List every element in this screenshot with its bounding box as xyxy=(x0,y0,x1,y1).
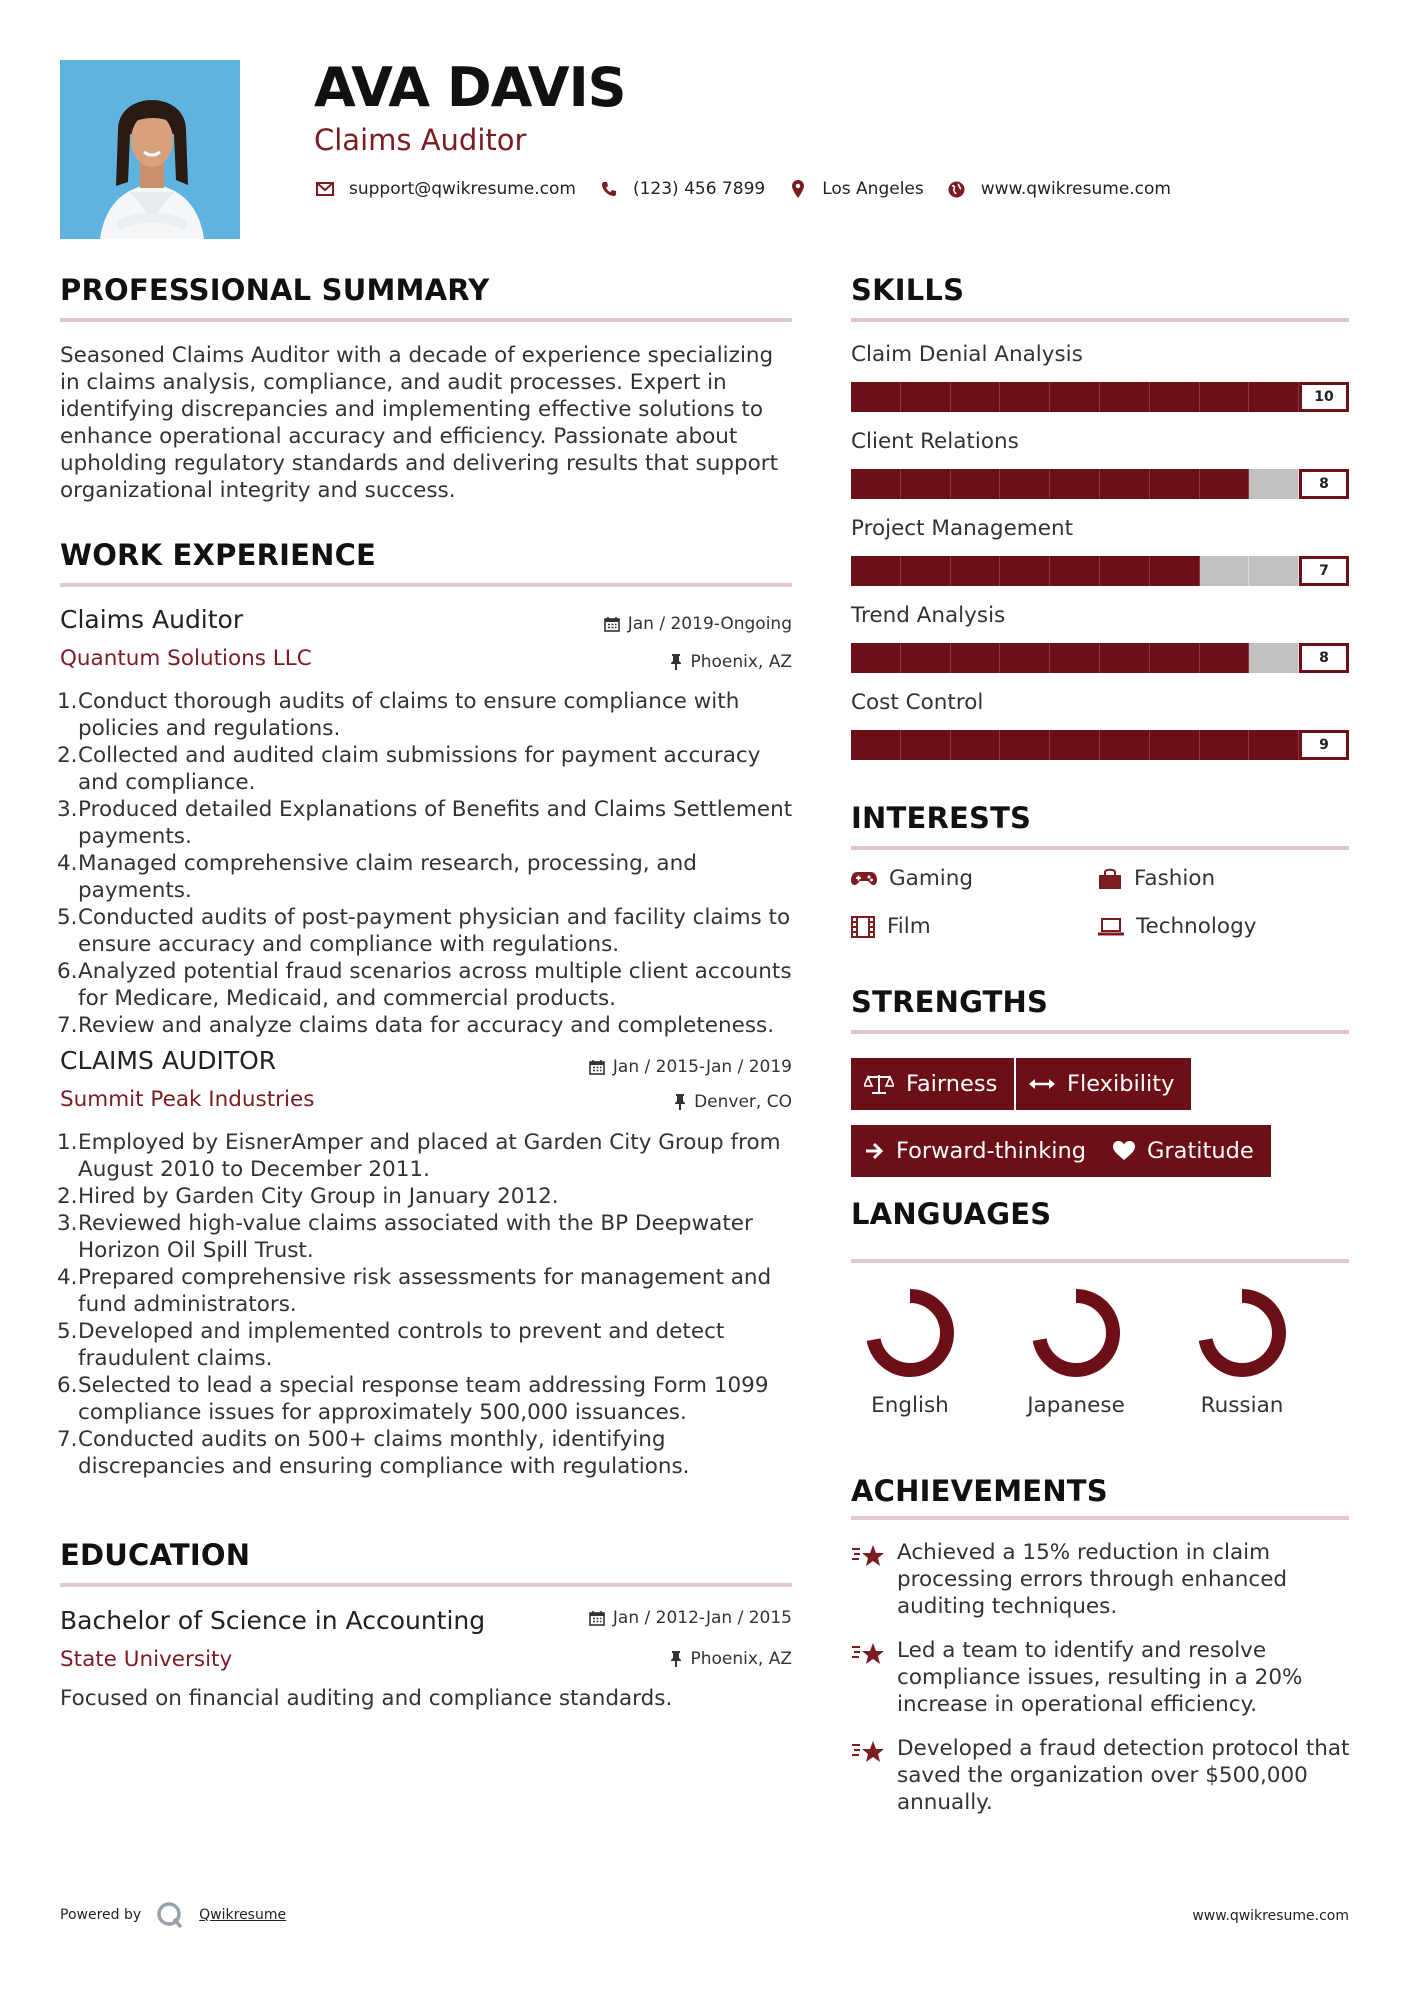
shooting-star-icon xyxy=(851,1639,885,1667)
section-divider xyxy=(851,1516,1349,1520)
skill-bar-segment xyxy=(1100,556,1150,586)
pushpin-icon xyxy=(674,1094,686,1110)
contact-phone: (123) 456 7899 xyxy=(632,179,766,199)
job-duties xyxy=(57,688,802,1039)
skill-level-badge: 8 xyxy=(1299,469,1349,499)
skill-bar-segment xyxy=(1100,643,1150,673)
map-marker-icon xyxy=(787,178,809,200)
language-ring xyxy=(1016,1285,1136,1381)
strength-tag xyxy=(1016,1058,1191,1110)
language-name: English xyxy=(871,1393,949,1418)
skill-bar-segment xyxy=(1249,556,1299,586)
skill-bar-segment xyxy=(1200,730,1250,760)
skill-bar-segment xyxy=(951,469,1001,499)
skill-bar-segment xyxy=(1100,382,1150,412)
degree-title: Bachelor of Science in Accounting xyxy=(60,1606,486,1635)
skill-bar-segment xyxy=(1200,382,1250,412)
footer-website[interactable]: www.qwikresume.com xyxy=(1192,1908,1349,1924)
strengths-heading: STRENGTHS xyxy=(851,985,1049,1019)
skill-bar-segment xyxy=(1050,469,1100,499)
skill-level-bar xyxy=(851,469,1349,499)
skill-level-badge: 10 xyxy=(1299,382,1349,412)
skill-bar-segment xyxy=(1050,382,1100,412)
calendar-icon xyxy=(589,1610,605,1626)
pushpin-icon xyxy=(670,1651,682,1667)
section-divider xyxy=(60,318,792,322)
list-item: 5. Developed and implemented controls to prevent and detect fraudulent claims. xyxy=(57,1319,725,1371)
skills-heading: SKILLS xyxy=(851,273,965,307)
section-divider xyxy=(851,1259,1349,1263)
language-item xyxy=(1016,1285,1136,1418)
skill-bar-segment xyxy=(851,730,901,760)
job-company: Summit Peak Industries xyxy=(60,1087,315,1112)
skill-level-badge: 9 xyxy=(1299,730,1349,760)
job-dates xyxy=(492,614,792,634)
skill-bar-segment xyxy=(1050,730,1100,760)
list-item: 6. Analyzed potential fraud scenarios across multiple client accounts for Medicare, Medicaid, and commercial products. xyxy=(57,959,792,1011)
achievement-item xyxy=(851,1539,1351,1620)
laptop-icon xyxy=(1098,917,1124,937)
qwikresume-logo-icon xyxy=(155,1900,185,1930)
candidate-name: AVA DAVIS xyxy=(314,56,626,119)
skill-bar-segment xyxy=(1200,556,1250,586)
contact-email[interactable]: support@qwikresume.com xyxy=(349,179,576,199)
education-dates-text: Jan / 2012-Jan / 2015 xyxy=(612,1608,792,1628)
skill-bar-segment xyxy=(1150,382,1200,412)
strength-label: Flexibility xyxy=(1067,1071,1175,1097)
skill-bar-segment xyxy=(951,556,1001,586)
skill-bar-segment xyxy=(901,382,951,412)
candidate-title: Claims Auditor xyxy=(314,123,527,157)
skill-bar-segment xyxy=(1050,556,1100,586)
education-dates xyxy=(492,1608,792,1628)
film-icon xyxy=(851,916,875,938)
phone-icon xyxy=(598,178,620,200)
strength-tag xyxy=(851,1058,1014,1110)
pushpin-icon xyxy=(670,654,682,670)
calendar-icon xyxy=(589,1059,605,1075)
skill-name: Project Management xyxy=(851,516,1074,541)
list-item: 3. Reviewed high-value claims associated with the BP Deepwater Horizon Oil Spill Trust. xyxy=(57,1211,753,1263)
job-dates xyxy=(492,1057,792,1077)
education-heading: EDUCATION xyxy=(60,1538,251,1572)
interest-label: Fashion xyxy=(1134,866,1216,891)
achievement-text: Developed a fraud detection protocol that saved the organization over $500,000 annually. xyxy=(897,1736,1350,1815)
calendar-icon xyxy=(604,616,620,632)
language-level-arc xyxy=(1039,1296,1113,1370)
achievement-text: Achieved a 15% reduction in claim processing errors through enhanced auditing techniques. xyxy=(897,1540,1288,1619)
skill-bar-segment xyxy=(1200,643,1250,673)
skill-bar-segment xyxy=(1150,469,1200,499)
list-item: 7. Review and analyze claims data for accuracy and completeness. xyxy=(57,1013,775,1038)
interest-item xyxy=(1098,914,1256,939)
section-divider xyxy=(851,318,1349,322)
job-title: CLAIMS AUDITOR xyxy=(60,1046,277,1075)
skill-bar-segment xyxy=(1249,469,1299,499)
interest-label: Gaming xyxy=(889,866,974,891)
skill-bar-segment xyxy=(851,382,901,412)
strength-label: Gratitude xyxy=(1147,1138,1254,1164)
list-item: 5. Conducted audits of post-payment physician and facility claims to ensure accuracy and compliance with regulations. xyxy=(57,905,791,957)
skill-bar-segment xyxy=(951,643,1001,673)
profile-photo xyxy=(60,60,240,239)
summary-text: Seasoned Claims Auditor with a decade of experience specializing in claims analysis, compliance, and audit processes. Expert in identifying discrepancies and implementing effective solutions to enhance operational accuracy and efficiency. Passionate about upholding regulatory standards and delivering results that support organizational integrity and success. xyxy=(60,343,779,503)
skill-level-bar xyxy=(851,730,1349,760)
skill-bar-segment xyxy=(1000,643,1050,673)
achievements-heading: ACHIEVEMENTS xyxy=(851,1474,1108,1508)
section-divider xyxy=(60,1583,792,1587)
job-location xyxy=(492,1092,792,1112)
school-name: State University xyxy=(60,1647,233,1672)
contact-bar xyxy=(314,178,1193,200)
skill-bar-segment xyxy=(1150,556,1200,586)
language-name: Japanese xyxy=(1027,1393,1125,1418)
skill-bar-segment xyxy=(1050,643,1100,673)
envelope-icon xyxy=(314,178,336,200)
language-item xyxy=(850,1285,970,1418)
interests-heading: INTERESTS xyxy=(851,801,1032,835)
skill-bar-segment xyxy=(1200,469,1250,499)
qwikresume-link[interactable]: Qwikresume xyxy=(199,1907,287,1923)
contact-location: Los Angeles xyxy=(822,179,924,199)
balance-scale-icon xyxy=(864,1073,894,1095)
job-dates-text: Jan / 2019-Ongoing xyxy=(627,614,792,634)
skill-name: Trend Analysis xyxy=(851,603,1006,628)
list-item: 7. Conducted audits on 500+ claims monthly, identifying discrepancies and ensuring compliance with regulations. xyxy=(57,1427,690,1479)
achievement-text: Led a team to identify and resolve compliance issues, resulting in a 20% increase in operational efficiency. xyxy=(897,1638,1303,1717)
strength-label: Fairness xyxy=(906,1071,998,1097)
language-name: Russian xyxy=(1200,1393,1284,1418)
achievement-list xyxy=(851,1539,1351,1816)
arrow-right-icon xyxy=(864,1141,884,1161)
globe-icon xyxy=(946,178,968,200)
skill-name: Claim Denial Analysis xyxy=(851,342,1083,367)
skill-bar-segment xyxy=(1150,730,1200,760)
strength-tag xyxy=(1100,1125,1271,1177)
education-description: Focused on financial auditing and compliance standards. xyxy=(60,1686,673,1711)
skill-level-bar xyxy=(851,643,1349,673)
skill-level-bar xyxy=(851,382,1349,412)
section-divider xyxy=(851,846,1349,850)
list-item: 3. Produced detailed Explanations of Benefits and Claims Settlement payments. xyxy=(57,797,793,849)
skill-bar-segment xyxy=(1150,643,1200,673)
list-item: 2. Hired by Garden City Group in January 2012. xyxy=(57,1184,559,1209)
skill-name: Client Relations xyxy=(851,429,1019,454)
skill-bar-segment xyxy=(1249,382,1299,412)
education-location xyxy=(492,1649,792,1669)
interest-item xyxy=(851,866,973,891)
language-ring xyxy=(850,1285,970,1381)
powered-by-text: Powered by xyxy=(60,1907,142,1923)
education-location-text: Phoenix, AZ xyxy=(690,1649,792,1669)
job-location xyxy=(492,652,792,672)
summary-heading: PROFESSIONAL SUMMARY xyxy=(60,273,490,307)
interest-item xyxy=(851,914,931,939)
skill-name: Cost Control xyxy=(851,690,984,715)
skill-bar-segment xyxy=(1000,469,1050,499)
arrows-horizontal-icon xyxy=(1029,1077,1055,1091)
language-level-arc xyxy=(1205,1296,1279,1370)
skill-bar-segment xyxy=(951,730,1001,760)
skill-level-badge: 8 xyxy=(1299,643,1349,673)
shooting-star-icon xyxy=(851,1541,885,1569)
skill-bar-segment xyxy=(851,469,901,499)
language-ring xyxy=(1182,1285,1302,1381)
skill-bar-segment xyxy=(1000,730,1050,760)
shopping-bag-icon xyxy=(1098,868,1122,890)
list-item: 4. Managed comprehensive claim research, processing, and payments. xyxy=(57,851,697,903)
heart-icon xyxy=(1113,1141,1135,1161)
skill-bar-segment xyxy=(1249,730,1299,760)
skill-level-bar xyxy=(851,556,1349,586)
job-company: Quantum Solutions LLC xyxy=(60,646,312,671)
language-item xyxy=(1182,1285,1302,1418)
skill-bar-segment xyxy=(901,730,951,760)
list-item: 6. Selected to lead a special response team addressing Form 1099 compliance issues for approximately 500,000 issuances. xyxy=(57,1373,769,1425)
interest-label: Film xyxy=(887,914,931,939)
skill-bar-segment xyxy=(1249,643,1299,673)
strength-label: Forward-thinking xyxy=(896,1138,1087,1164)
skill-bar-segment xyxy=(1000,382,1050,412)
languages-heading: LANGUAGES xyxy=(851,1197,1052,1231)
job-dates-text: Jan / 2015-Jan / 2019 xyxy=(612,1057,792,1077)
job-duties xyxy=(57,1129,802,1480)
skill-bar-segment xyxy=(901,643,951,673)
job-location-text: Denver, CO xyxy=(694,1092,792,1112)
gamepad-icon xyxy=(851,870,877,888)
achievement-item xyxy=(851,1735,1351,1816)
interest-item xyxy=(1098,866,1215,891)
section-divider xyxy=(60,583,792,587)
interest-label: Technology xyxy=(1136,914,1257,939)
shooting-star-icon xyxy=(851,1737,885,1765)
skill-bar-segment xyxy=(951,382,1001,412)
list-item: 1. Conduct thorough audits of claims to ensure compliance with policies and regulations. xyxy=(57,689,740,741)
skill-bar-segment xyxy=(851,556,901,586)
language-level-arc xyxy=(873,1296,947,1370)
job-title: Claims Auditor xyxy=(60,605,244,634)
achievement-item xyxy=(851,1637,1351,1718)
skill-bar-segment xyxy=(851,643,901,673)
skill-bar-segment xyxy=(1100,730,1150,760)
list-item: 1. Employed by EisnerAmper and placed at Garden City Group from August 2010 to December 2011. xyxy=(57,1130,781,1182)
skill-bar-segment xyxy=(1100,469,1150,499)
list-item: 2. Collected and audited claim submissions for payment accuracy and compliance. xyxy=(57,743,761,795)
skill-bar-segment xyxy=(901,556,951,586)
footer-branding xyxy=(60,1900,286,1930)
strength-tag xyxy=(851,1125,1103,1177)
skill-level-badge: 7 xyxy=(1299,556,1349,586)
section-divider xyxy=(851,1030,1349,1034)
job-location-text: Phoenix, AZ xyxy=(690,652,792,672)
skill-bar-segment xyxy=(1000,556,1050,586)
list-item: 4. Prepared comprehensive risk assessments for management and fund administrators. xyxy=(57,1265,772,1317)
skill-bar-segment xyxy=(901,469,951,499)
contact-website[interactable]: www.qwikresume.com xyxy=(980,179,1171,199)
experience-heading: WORK EXPERIENCE xyxy=(60,538,377,572)
